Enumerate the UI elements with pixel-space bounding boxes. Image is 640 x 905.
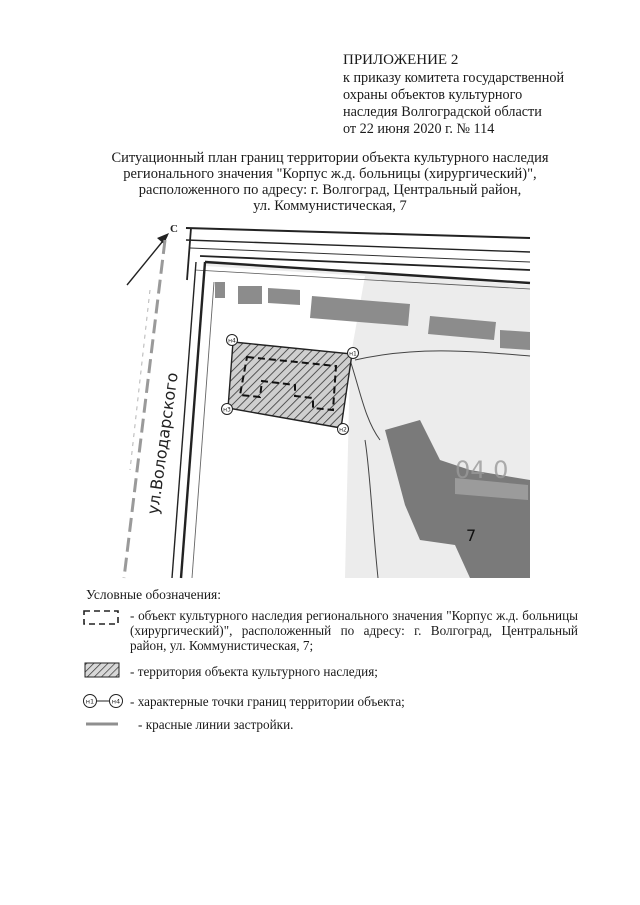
appendix-line-2: к приказу комитета государственной	[343, 70, 565, 86]
legend-item-red-lines-text: - красные линии застройки.	[138, 717, 294, 732]
legend-dashed-outline-icon	[84, 611, 118, 624]
plan-title-line-1: Ситуационный план границ территории объекта культурного наследия	[111, 150, 549, 166]
appendix-title: ПРИЛОЖЕНИЕ 2	[343, 52, 459, 68]
point-n2	[338, 424, 349, 435]
point-n3	[222, 404, 233, 415]
legend-item-territory-text: - территория объекта культурного наследия;	[130, 664, 378, 679]
point-n2-label: н2	[339, 426, 347, 434]
legend-hatch-icon	[85, 663, 119, 677]
point-n1-label: н1	[349, 350, 357, 358]
legend-points-icon	[84, 695, 123, 708]
north-arrow-icon	[127, 233, 169, 285]
legend-points-label-a: н1	[85, 697, 95, 706]
legend-item-points	[130, 694, 578, 709]
legend-item-points-text: - характерные точки границ территории объекта;	[130, 694, 405, 709]
house-number: 7	[466, 526, 477, 545]
legend-item-object	[130, 608, 578, 653]
street-label: ул.Володарского	[143, 371, 182, 516]
legend-heading: Условные обозначения:	[86, 587, 222, 602]
plan-title-line-3: расположенного по адресу: г. Волгоград, Центральный район,	[138, 182, 522, 198]
plan-title-line-4: ул. Коммунистическая, 7	[253, 198, 407, 214]
appendix-date-number: от 22 июня 2020 г. № 114	[343, 121, 495, 137]
legend-item-object-text: - объект культурного наследия регионального значения "Корпус ж.д. больницы (хирургический)", расположенный по адресу: г. Волгоград, Центральный район, ул. Коммунистическая, 7;	[130, 608, 578, 653]
point-n4-label: н4	[228, 337, 236, 345]
plan-title-line-2: регионального значения "Корпус ж.д. больницы (хирургический)",	[123, 166, 537, 182]
point-n3-label: н3	[223, 406, 231, 414]
legend-points-label-b: н4	[111, 697, 121, 706]
legend-item-red-lines	[138, 717, 578, 732]
point-n4	[227, 335, 238, 346]
legend-item-territory	[130, 664, 578, 679]
point-n1	[348, 348, 359, 359]
appendix-line-3: охраны объектов культурного	[343, 87, 523, 103]
north-label: С	[170, 223, 178, 235]
appendix-line-4: наследия Волгоградской области	[343, 104, 542, 120]
parcel-number-faint: 04 0	[455, 456, 509, 484]
